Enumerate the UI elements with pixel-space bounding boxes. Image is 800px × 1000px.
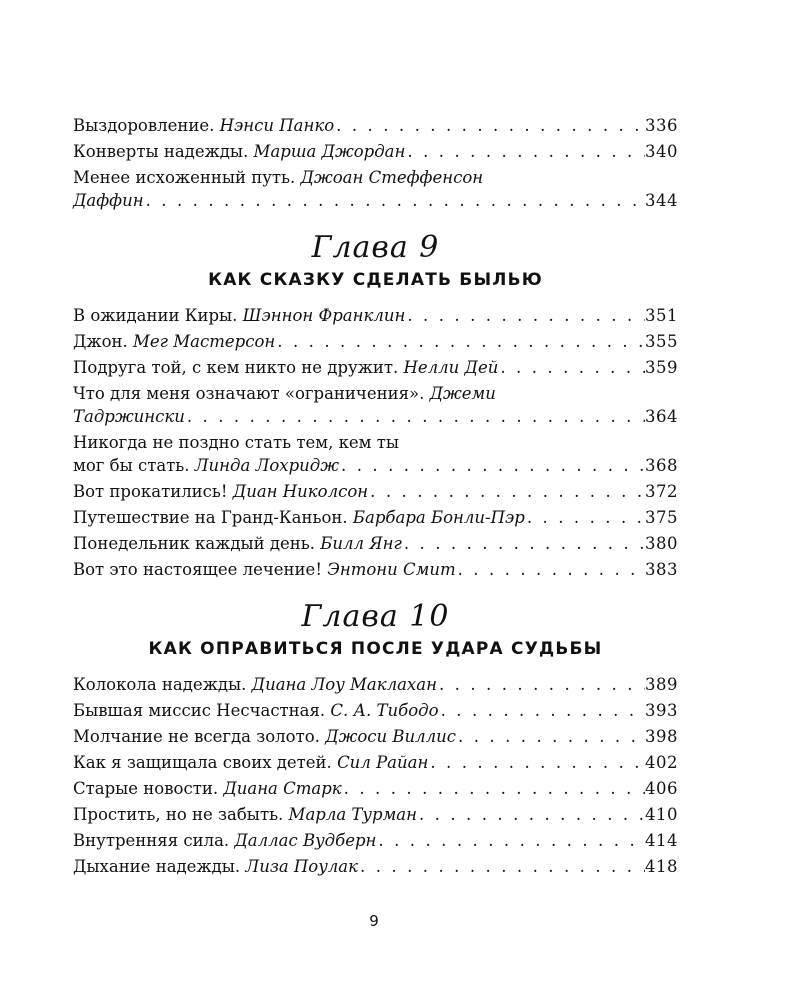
dot-leader [342, 777, 645, 800]
toc-text [73, 356, 498, 379]
toc-entry [73, 777, 678, 800]
toc-entry [73, 382, 678, 428]
page-ref: 406 [645, 779, 678, 798]
toc-entry [73, 330, 678, 353]
dot-leader [185, 405, 645, 428]
chapter-heading [73, 230, 678, 290]
page-ref: 383 [645, 560, 678, 579]
page-ref: 375 [645, 508, 678, 527]
story-author: Шэннон Франклин [242, 306, 406, 325]
toc-entry [73, 673, 678, 696]
dot-leader [439, 699, 645, 722]
story-author: Даффин [73, 191, 144, 210]
toc-line [73, 532, 678, 555]
toc-entry [73, 699, 678, 722]
story-author: Линда Лохридж [194, 456, 339, 475]
story-author: Лиза Поулак [245, 857, 358, 876]
story-title: В ожидании Киры. [73, 306, 243, 325]
story-title: Менее исхоженный путь. [73, 168, 301, 187]
dot-leader [368, 480, 645, 503]
dot-leader [498, 356, 645, 379]
story-title: Конверты надежды. [73, 142, 254, 161]
toc-text [73, 855, 358, 878]
dot-leader [525, 506, 645, 529]
toc-line [73, 382, 678, 405]
story-author: Барбара Бонли-Пэр [352, 508, 525, 527]
toc-text [73, 454, 339, 477]
toc-text [73, 382, 496, 405]
page-ref: 355 [645, 332, 678, 351]
story-author: Мег Мастерсон [133, 332, 276, 351]
dot-leader [456, 558, 645, 581]
story-title: Никогда не поздно стать тем, кем ты [73, 433, 399, 452]
toc-line [73, 673, 678, 696]
story-author: Энтони Смит [327, 560, 456, 579]
toc-text [73, 532, 402, 555]
toc-entry [73, 356, 678, 379]
dot-leader [334, 114, 645, 137]
story-title: Что для меня означают «ограничения». [73, 384, 430, 403]
toc-text [73, 189, 144, 212]
story-title: Как я защищала своих детей. [73, 753, 338, 772]
dot-leader [358, 855, 645, 878]
toc-text [73, 330, 275, 353]
story-title: Простить, но не забыть. [73, 805, 289, 824]
dot-leader [275, 330, 645, 353]
page-ref: 402 [645, 753, 678, 772]
story-title: Старые новости. [73, 779, 224, 798]
story-author: С. А. Тибодо [330, 701, 439, 720]
story-author: Диан Николсон [232, 482, 369, 501]
story-title: Дыхание надежды. [73, 857, 246, 876]
toc-line [73, 506, 678, 529]
toc-entry [73, 480, 678, 503]
toc-entry [73, 829, 678, 852]
toc-entry [73, 751, 678, 774]
dot-leader [144, 189, 645, 212]
toc-text [73, 506, 525, 529]
toc-line [73, 454, 678, 477]
toc-text [73, 166, 483, 189]
story-title: Колокола надежды. [73, 675, 252, 694]
toc-text [73, 673, 437, 696]
story-title: Внутренняя сила. [73, 831, 235, 850]
story-author: Билл Янг [320, 534, 402, 553]
story-title: Путешествие на Гранд-Каньон. [73, 508, 353, 527]
story-author: Джеми [429, 384, 496, 403]
toc-text [73, 803, 417, 826]
toc-text [73, 431, 399, 454]
dot-leader [417, 803, 645, 826]
toc-entry [73, 803, 678, 826]
toc-entry [73, 855, 678, 878]
story-title: Вот прокатились! [73, 482, 233, 501]
toc-entry [73, 725, 678, 748]
page-ref: 398 [645, 727, 678, 746]
story-title: Молчание не всегда золото. [73, 727, 326, 746]
story-author: Сил Райан [337, 753, 429, 772]
toc-text [73, 558, 456, 581]
toc-text [73, 304, 405, 327]
page-ref: 340 [645, 142, 678, 161]
story-author: Нэнси Панко [219, 116, 335, 135]
story-author: Тадржински [73, 407, 185, 426]
toc-line [73, 356, 678, 379]
story-author: Диана Старк [223, 779, 342, 798]
story-author: Джоси Виллис [325, 727, 457, 746]
toc-text [73, 699, 439, 722]
dot-leader [428, 751, 645, 774]
toc-entry [73, 558, 678, 581]
page-ref: 414 [645, 831, 678, 850]
story-title: Выздоровление. [73, 116, 220, 135]
page-ref: 372 [645, 482, 678, 501]
toc-entry [73, 304, 678, 327]
page-ref: 351 [645, 306, 678, 325]
page-ref: 359 [645, 358, 678, 377]
toc-text [73, 777, 342, 800]
toc-text [73, 725, 456, 748]
toc-line [73, 751, 678, 774]
toc-line [73, 304, 678, 327]
page-ref: 380 [645, 534, 678, 553]
page-ref: 393 [645, 701, 678, 720]
toc-entry [73, 166, 678, 212]
toc-line [73, 480, 678, 503]
chapter-heading [73, 599, 678, 659]
chapter-subtitle: КАК СКАЗКУ СДЕЛАТЬ БЫЛЬЮ [208, 270, 543, 290]
story-author: Даллас Вудберн [234, 831, 377, 850]
toc-line [73, 114, 678, 137]
toc-text [73, 140, 405, 163]
chapter-subtitle: КАК ОПРАВИТЬСЯ ПОСЛЕ УДАРА СУДЬБЫ [148, 639, 603, 659]
toc-line [73, 558, 678, 581]
toc-line [73, 431, 678, 454]
story-title: Вот это настоящее лечение! [73, 560, 328, 579]
dot-leader [405, 304, 645, 327]
toc-entry [73, 431, 678, 477]
page-ref: 418 [645, 857, 678, 876]
dot-leader [456, 725, 645, 748]
toc-entry [73, 114, 678, 137]
page-ref: 389 [645, 675, 678, 694]
story-author: Марша Джордан [253, 142, 406, 161]
page-ref: 410 [645, 805, 678, 824]
toc-line [73, 829, 678, 852]
toc-line [73, 725, 678, 748]
toc-line [73, 777, 678, 800]
story-title: Джон. [73, 332, 134, 351]
toc-line [73, 166, 678, 189]
page-number: 9 [369, 912, 379, 930]
toc-line [73, 803, 678, 826]
story-author: Джоан Стеффенсон [300, 168, 484, 187]
toc-entry [73, 506, 678, 529]
story-title: Подруга той, с кем никто не дружит. [73, 358, 404, 377]
page-ref: 368 [645, 456, 678, 475]
story-title: Бывшая миссис Несчастная. [73, 701, 331, 720]
page-ref: 336 [645, 116, 678, 135]
story-author: Нелли Дей [403, 358, 499, 377]
page-ref: 364 [645, 407, 678, 426]
story-author: Диана Лоу Маклахан [251, 675, 437, 694]
story-title: Понедельник каждый день. [73, 534, 321, 553]
dot-leader [405, 140, 645, 163]
toc-line [73, 189, 678, 212]
toc-text [73, 405, 185, 428]
toc-entry [73, 532, 678, 555]
toc-line [73, 855, 678, 878]
toc-line [73, 330, 678, 353]
chapter-title: Глава 9 [311, 230, 440, 265]
toc-line [73, 405, 678, 428]
toc-text [73, 114, 334, 137]
chapter-title: Глава 10 [301, 599, 450, 634]
toc-text [73, 751, 428, 774]
page-ref: 344 [645, 191, 678, 210]
dot-leader [339, 454, 645, 477]
table-of-contents [73, 114, 678, 881]
toc-entry [73, 140, 678, 163]
toc-line [73, 699, 678, 722]
story-author: Марла Турман [288, 805, 417, 824]
dot-leader [402, 532, 645, 555]
dot-leader [376, 829, 645, 852]
toc-line [73, 140, 678, 163]
dot-leader [437, 673, 645, 696]
toc-text [73, 480, 368, 503]
story-title: мог бы стать. [73, 456, 195, 475]
toc-text [73, 829, 376, 852]
